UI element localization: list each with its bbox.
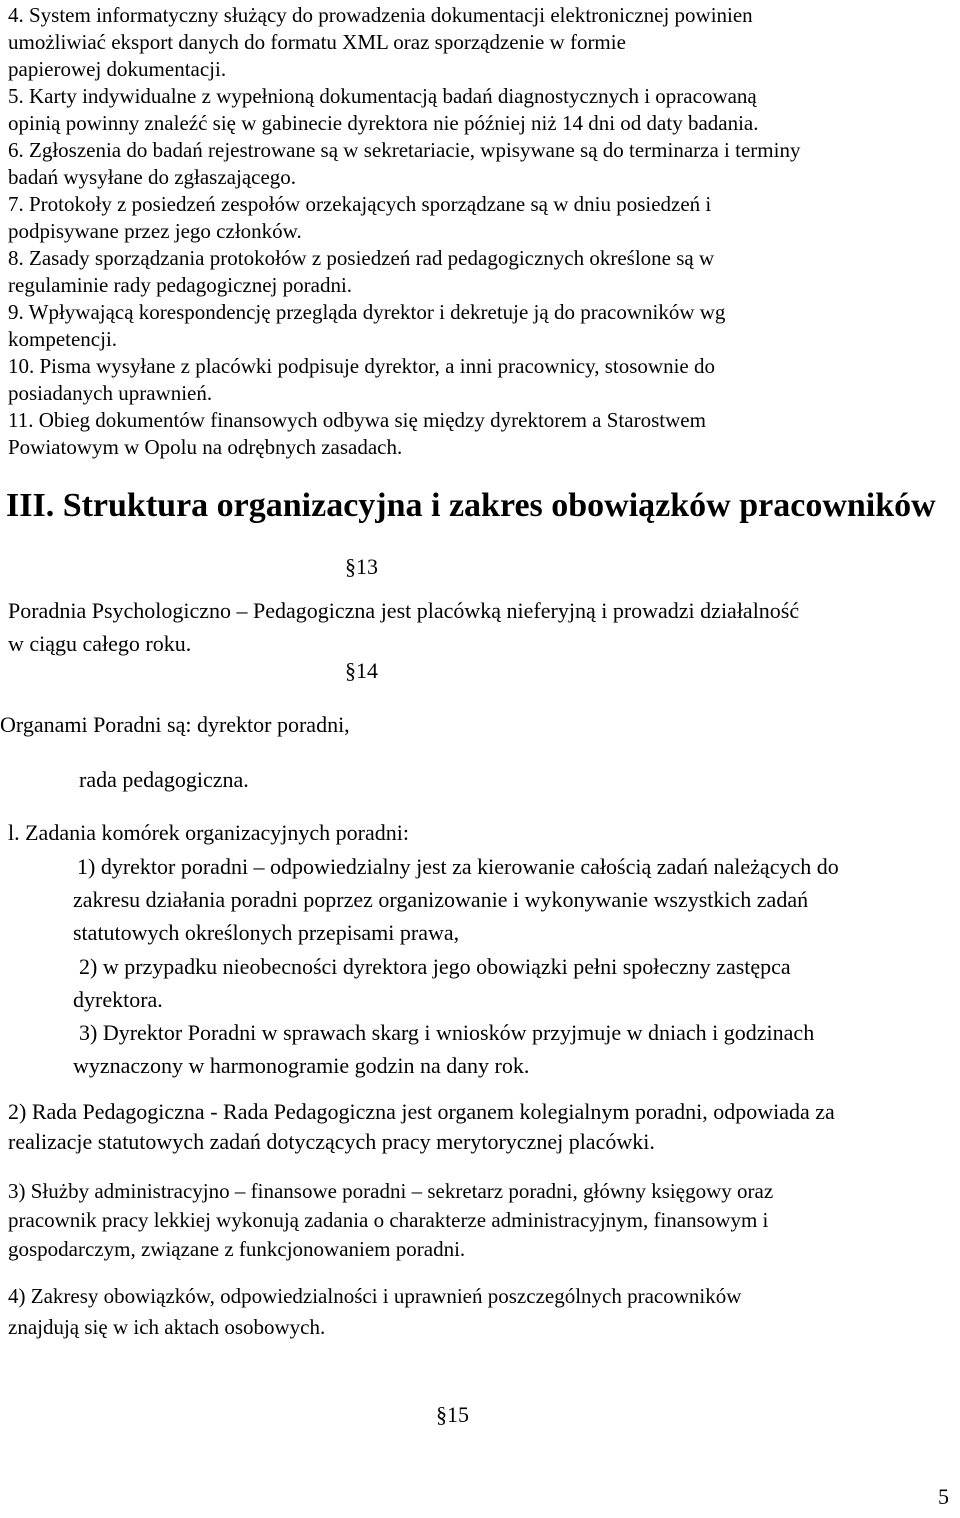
task-line: statutowych określonych przepisami prawa, [73, 920, 460, 945]
item-line: papierowej dokumentacji. [8, 57, 227, 81]
item-8 [8, 245, 714, 299]
paragraph-line: Poradnia Psychologiczno – Pedagogiczna jest placówką nieferyjną i prowadzi działalność [8, 598, 800, 623]
item-line: 4) Zakresy obowiązków, odpowiedzialności i uprawnień poszczególnych pracowników [8, 1284, 742, 1308]
task-line: zakresu działania poradni poprzez organizowanie i wykonywanie wszystkich zadań [73, 887, 809, 912]
item-9 [8, 299, 725, 353]
task-line: wyznaczony w harmonogramie godzin na dany rok. [73, 1053, 530, 1078]
paragraph-13-mark: §13 [345, 554, 378, 579]
item-line: 2) Rada Pedagogiczna - Rada Pedagogiczna jest organem kolegialnym poradni, odpowiada za [8, 1099, 835, 1124]
item-line: 3) Służby administracyjno – finansowe poradni – sekretarz poradni, główny księgowy oraz [8, 1179, 774, 1203]
item-line: 7. Protokoły z posiedzeń zespołów orzekających sporządzane są w dniu posiedzeń i [8, 192, 712, 216]
item-zakresy [8, 1281, 741, 1343]
item-line: Powiatowym w Opolu na odrębnych zasadach. [8, 435, 403, 459]
item-line: opinią powinny znaleźć się w gabinecie dyrektora nie później niż 14 dni od daty badania. [8, 111, 759, 135]
item-5 [8, 83, 759, 137]
item-line: pracownik pracy lekkiej wykonują zadania o charakterze administracyjnym, finansowym i [8, 1208, 769, 1232]
item-line: posiadanych uprawnień. [8, 381, 213, 405]
tasks-heading: l. Zadania komórek organizacyjnych poradni: [8, 820, 409, 845]
item-10 [8, 353, 715, 407]
item-6 [8, 137, 800, 191]
task-line: 1) dyrektor poradni – odpowiedzialny jest za kierowanie całością zadań należących do [77, 854, 839, 879]
item-line: kompetencji. [8, 327, 118, 351]
organs-line-2: rada pedagogiczna. [79, 767, 249, 792]
task-2 [73, 950, 791, 1016]
item-11 [8, 407, 706, 461]
item-line: badań wysyłane do zgłaszającego. [8, 165, 297, 189]
item-line: realizacje statutowych zadań dotyczących pracy merytorycznej placówki. [8, 1129, 655, 1154]
paragraph-15-mark: §15 [436, 1402, 469, 1427]
item-line: 5. Karty indywidualne z wypełnioną dokumentacją badań diagnostycznych i opracowaną [8, 84, 757, 108]
item-sluzby [8, 1177, 773, 1264]
item-line: znajdują się w ich aktach osobowych. [8, 1315, 326, 1339]
item-line: 6. Zgłoszenia do badań rejestrowane są w sekretariacie, wpisywane są do terminarza i terminy [8, 138, 801, 162]
item-line: podpisywane przez jego członków. [8, 219, 302, 243]
item-7 [8, 191, 711, 245]
item-line: 8. Zasady sporządzania protokołów z posiedzeń rad pedagogicznych określone są w [8, 246, 715, 270]
task-1 [73, 850, 839, 949]
item-line: 4. System informatyczny służący do prowadzenia dokumentacji elektronicznej powinien [8, 3, 753, 27]
task-line: 3) Dyrektor Poradni w sprawach skarg i wniosków przyjmuje w dniach i godzinach [79, 1020, 815, 1045]
task-3 [73, 1016, 814, 1082]
section-heading: III. Struktura organizacyjna i zakres obowiązków pracowników [6, 487, 936, 524]
item-line: regulaminie rady pedagogicznej poradni. [8, 273, 353, 297]
item-line: 10. Pisma wysyłane z placówki podpisuje dyrektor, a inni pracownicy, stosownie do [8, 354, 715, 378]
paragraph-line: w ciągu całego roku. [8, 631, 192, 656]
item-rada-pedagogiczna [8, 1097, 835, 1157]
paragraph-14-mark: §14 [345, 658, 378, 683]
item-line: umożliwiać eksport danych do formatu XML oraz sporządzenie w formie [8, 30, 626, 54]
organs-line: Organami Poradni są: dyrektor poradni, [0, 712, 350, 737]
item-line: 11. Obieg dokumentów finansowych odbywa się między dyrektorem a Starostwem [8, 408, 706, 432]
item-4 [8, 2, 753, 83]
task-line: 2) w przypadku nieobecności dyrektora jego obowiązki pełni społeczny zastępca [79, 954, 791, 979]
page-number: 5 [938, 1484, 949, 1509]
item-line: gospodarczym, związane z funkcjonowaniem poradni. [8, 1237, 466, 1261]
task-line: dyrektora. [73, 987, 163, 1012]
item-line: 9. Wpływającą korespondencję przegląda dyrektor i dekretuje ją do pracowników wg [8, 300, 726, 324]
paragraph-13-text [8, 594, 799, 660]
